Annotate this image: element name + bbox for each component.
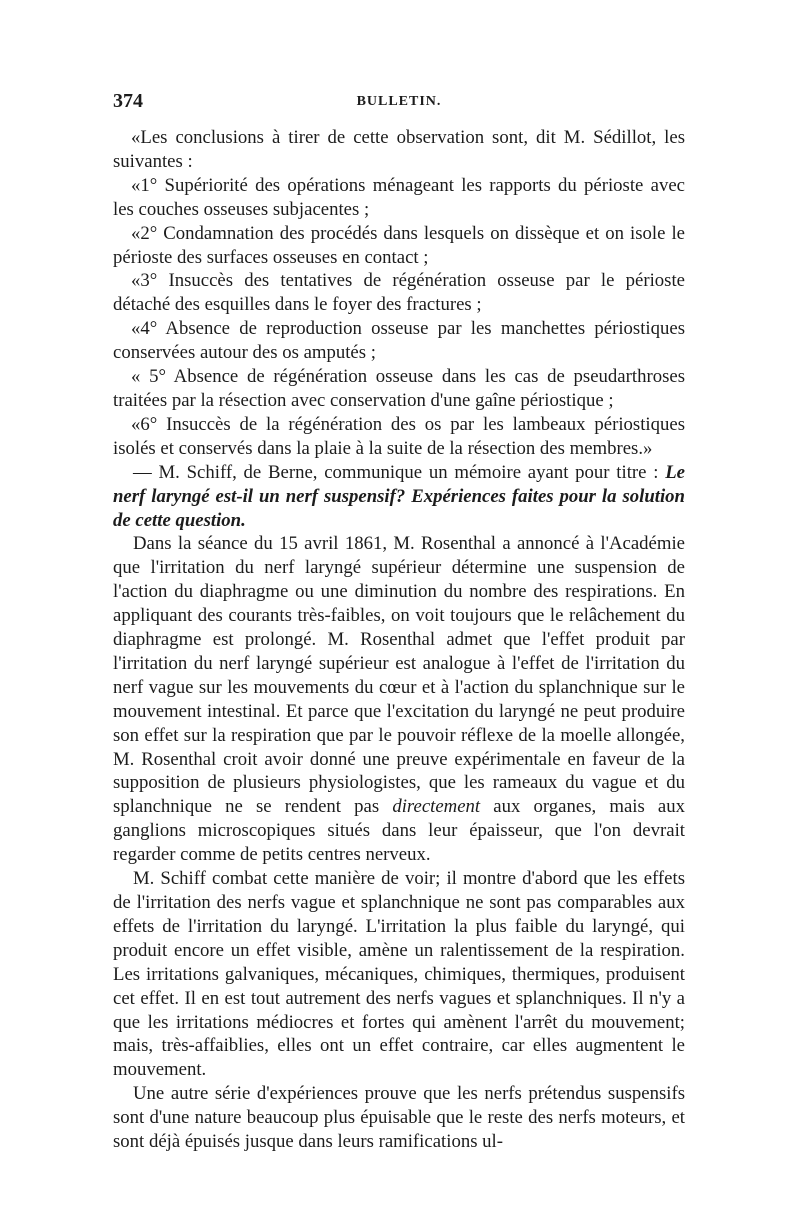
rosenthal-text-before: Dans la séance du 15 avril 1861, M. Rosenthal a annoncé à l'Académie que l'irritation du nerf laryngé supérieur détermine une suspension de l'action du diaphragme ou une diminution du nombre des respirations. En appliquant des courants très-faibles, on voit toujours que le relâchement du diaphragme est prolongé. M. Rosenthal admet que l'effet produit par l'irritation du nerf laryngé supérieur est analogue à l'effet de l'irritation du nerf vague sur les mouvements du cœur et à l'action du splanchnique sur le mouvement intestinal. Et parce que l'excitation du laryngé ne peut produire son effet sur la respiration que par le pouvoir réflexe de la moelle allongée, M. Rosenthal croit avoir donné une preuve expérimentale en faveur de la supposition de plusieurs physiologistes, que les rameaux du vague et du splanchnique ne se rendent pas [113, 533, 685, 818]
paragraph-point-5: « 5° Absence de régénération osseuse dans les cas de pseudarthroses traitées par la résection avec conservation d'une gaîne périostique ; [113, 366, 685, 411]
paragraph-point-6: «6° Insuccès de la régénération des os par les lambeaux périostiques isolés et conservés dans la plaie à la suite de la résection des membres.» [113, 413, 685, 459]
page-header [113, 90, 685, 120]
paragraph-point-4: «4° Absence de reproduction osseuse par les manchettes périostiques conservées autour des os amputés ; [113, 318, 685, 364]
paragraph-serie: Une autre série d'expériences prouve que les nerfs prétendus suspensifs sont d'une nature beaucoup plus épuisable que le reste des nerfs moteurs, et sont déjà épuisés jusque dans leurs ramifications ul- [113, 1083, 685, 1153]
running-title: BULLETIN. [356, 94, 442, 109]
paragraph-point-2: «2° Condamnation des procédés dans lesquels on dissèque et on isole le périoste des surfaces osseuses en contact ; [113, 222, 685, 268]
communication-intro: — M. Schiff, de Berne, communique un mémoire ayant pour titre : [133, 461, 659, 483]
page-number: 374 [113, 90, 143, 112]
page-body [113, 126, 685, 1154]
paragraph-communication [113, 461, 685, 533]
paragraph-rosenthal [113, 532, 685, 867]
emphasis-directement: directement [392, 796, 481, 818]
paragraph-point-1: «1° Supériorité des opérations ménageant les rapports du périoste avec les couches osseuses subjacentes ; [113, 174, 685, 220]
rosenthal-text-after: aux organes, mais aux ganglions microscopiques situés dans leur épaisseur, que l'on devrait regarder comme de petits centres nerveux. [113, 796, 686, 866]
memoir-title: Le nerf laryngé est-il un nerf suspensif? Expériences faites pour la solution de cette question. [113, 461, 685, 531]
paragraph-conclusions: «Les conclusions à tirer de cette observation sont, dit M. Sédillot, les suivantes : [113, 127, 685, 172]
paragraph-point-3: «3° Insuccès des tentatives de régénération osseuse par le périoste détaché des esquilles dans le foyer des fractures ; [113, 270, 685, 316]
paragraph-schiff: M. Schiff combat cette manière de voir; il montre d'abord que les effets de l'irritation des nerfs vague et splanchnique ne sont pas comparables aux effets de l'irritation du laryngé. L'irritation la plus faible du laryngé, qui produit encore un effet visible, amène un ralentissement de la respiration. Les irritations galvaniques, mécaniques, chimiques, thermiques, produisent cet effet. Il en est tout autrement des nerfs vagues et splanchniques. Il n'y a que les irritations médiocres et fortes qui amènent l'arrêt du mouvement; mais, très-affaiblies, elles ont un effet contraire, car elles augmentent le mouvement. [113, 868, 685, 1081]
